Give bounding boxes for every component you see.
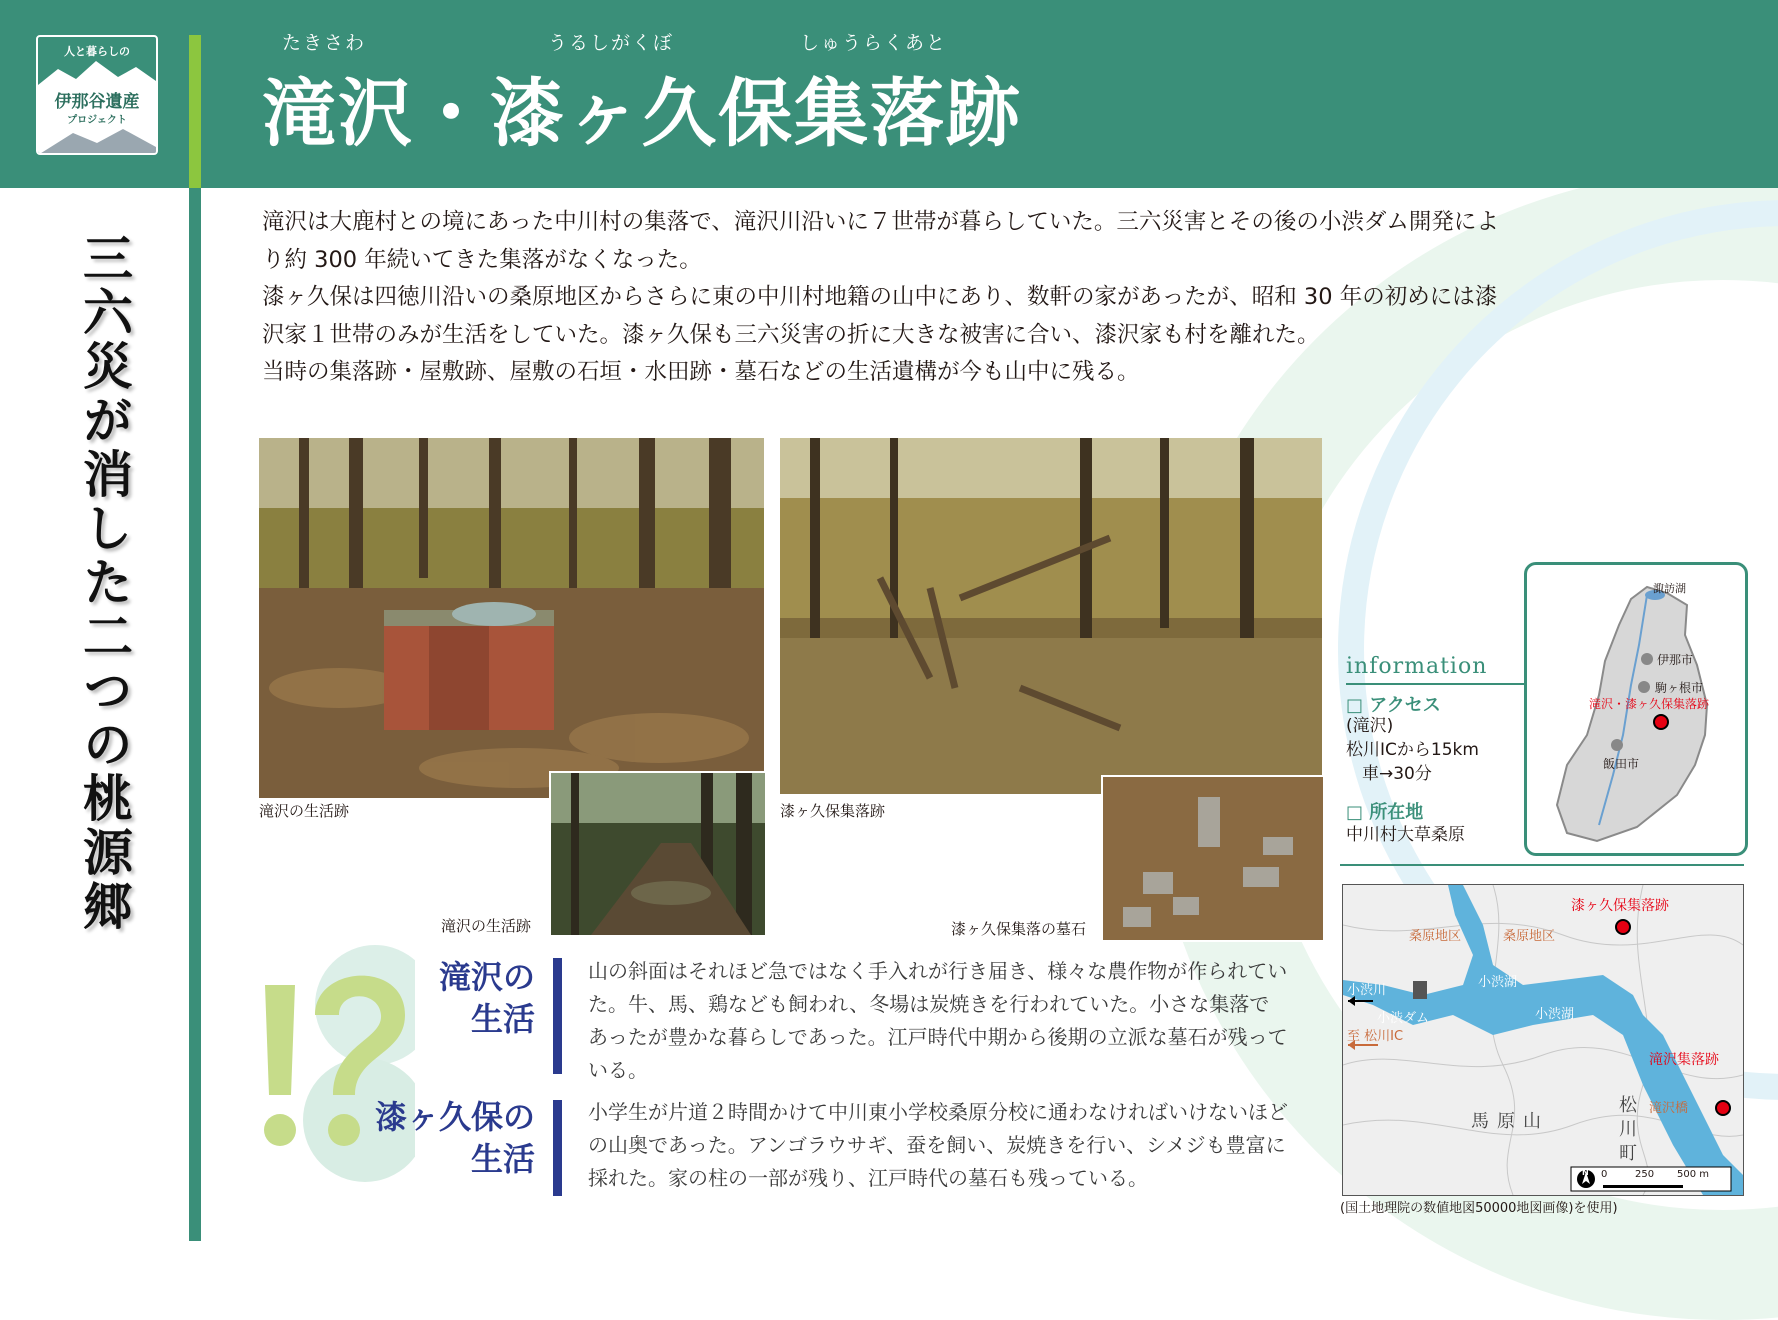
urushigakubo-life-bar: [553, 1100, 562, 1196]
title-ruby-shuurakuato: しゅうらくあと: [800, 32, 948, 54]
information-rule: [1346, 683, 1526, 685]
location-heading: □ 所在地: [1346, 802, 1424, 823]
topo-bridge: 滝沢橋: [1649, 1101, 1689, 1116]
topo-scale-500: 500 m: [1677, 1169, 1710, 1180]
urushigakubo-life-title-line1: 漆ヶ久保の: [374, 1098, 535, 1136]
caption-takisawa-2: 滝沢の生活跡: [441, 917, 532, 935]
topo-district-2: 桑原地区: [1503, 929, 1556, 944]
takisawa-life-text: 山の斜面はそれほど急ではなく手入れが行き届き、様々な農作物が作られていた。牛、馬、鶏なども飼われ、冬場は炭焼きを行われていた。小さな集落であったが豊かな暮らしであった。江戸時代中期から後期の立派な墓石が残っている。: [588, 959, 1288, 1082]
photo-urushigakubo-ruins: [780, 438, 1322, 794]
map-credit: (国土地理院の数値地図50000地図画像)を使用): [1340, 1201, 1618, 1216]
access-heading: □ アクセス: [1346, 695, 1441, 716]
intro-text: [262, 204, 1512, 392]
project-logo: [36, 35, 158, 155]
topo-mountain: 馬原山: [1471, 1111, 1549, 1132]
intro-paragraph-3: 当時の集落跡・屋敷跡、屋敷の石垣・水田跡・墓石などの生活遺構が今も山中に残る。: [262, 359, 1140, 385]
topo-district-1: 桑原地区: [1409, 929, 1462, 944]
logo-main-text: 伊那谷遺産: [54, 92, 140, 112]
takisawa-life-title-line1: 滝沢の: [438, 958, 535, 996]
header-accent-bar: [189, 35, 201, 188]
topo-scale-250: 250: [1635, 1169, 1655, 1180]
photo-takisawa-path: [549, 771, 767, 937]
area-map-city-1: 伊那市: [1657, 653, 1694, 667]
access-line-2: 松川ICから15km: [1346, 740, 1479, 760]
area-map-city-3: 飯田市: [1603, 757, 1640, 771]
area-map-lake-label: 諏訪湖: [1653, 582, 1686, 595]
takisawa-life-title: [380, 956, 535, 1040]
access-line-1: (滝沢): [1346, 716, 1394, 736]
topo-river: 小渋川: [1347, 983, 1387, 998]
map-divider: [1340, 864, 1744, 866]
topo-site-2: 滝沢集落跡: [1649, 1052, 1719, 1068]
urushigakubo-life-title-line2: 生活: [470, 1140, 535, 1178]
logo-top-text: 人と暮らしの: [64, 45, 130, 58]
topographic-map: [1342, 884, 1744, 1196]
title-ruby-takisawa: たきさわ: [282, 32, 367, 54]
logo-sub-text: プロジェクト: [67, 115, 127, 126]
area-map-city-2: 駒ヶ根市: [1655, 681, 1704, 695]
takisawa-life-bar: [553, 958, 562, 1074]
caption-urushigakubo-1: 漆ヶ久保集落跡: [780, 802, 886, 820]
topo-town: 松川町: [1616, 1095, 1637, 1167]
caption-takisawa-1: 滝沢の生活跡: [259, 802, 350, 820]
page-title: 滝沢・漆ヶ久保集落跡: [262, 71, 1022, 157]
location-text: 中川村大草桑原: [1346, 825, 1465, 845]
vertical-title: 三六災が消した二つの桃源郷: [75, 232, 133, 934]
north-arrow-icon: N: [1582, 1168, 1589, 1177]
caption-urushigakubo-2: 漆ヶ久保集落の墓石: [951, 920, 1087, 938]
urushigakubo-life-title: [330, 1096, 535, 1180]
topo-lake-1: 小渋湖: [1478, 975, 1518, 990]
photo-takisawa-ruins: [259, 438, 764, 798]
area-map: [1524, 562, 1748, 856]
topo-dam: 小渋ダム: [1377, 1011, 1430, 1026]
title-ruby-urushigakubo: うるしがくぼ: [548, 32, 675, 54]
access-line-3: 車→30分: [1362, 764, 1432, 784]
area-map-site-label: 滝沢・漆ヶ久保集落跡: [1589, 697, 1710, 711]
intro-paragraph-1: 滝沢は大鹿村との境にあった中川村の集落で、滝沢川沿いに７世帯が暮らしていた。三六災害とその後の小渋ダム開発により約 300 年続いてきた集落がなくなった。: [262, 209, 1499, 273]
topo-scale-0: 0: [1601, 1169, 1608, 1180]
urushigakubo-life-text: 小学生が片道２時間かけて中川東小学校桑原分校に通わなければいけないほどの山奥であった。アンゴラウサギ、蚕を飼い、炭焼きを行い、シメジも豊富に採れた。家の柱の一部が残り、江戸時代の墓石も残っている。: [588, 1100, 1288, 1190]
topo-to-ic: 至 松川IC: [1347, 1029, 1404, 1044]
photo-urushigakubo-graves: [1101, 775, 1325, 942]
intro-paragraph-2: 漆ヶ久保は四徳川沿いの桑原地区からさらに東の中川村地籍の山中にあり、数軒の家があったが、昭和 30 年の初めには漆沢家１世帯のみが生活をしていた。漆ヶ久保も三六災害の折に大きな被害に合い、漆沢家も村を離れた。: [262, 284, 1498, 348]
topo-site-1: 漆ヶ久保集落跡: [1571, 898, 1669, 914]
left-accent-bar: [189, 188, 201, 1241]
information-label: information: [1346, 654, 1488, 679]
takisawa-life-title-line2: 生活: [470, 1000, 535, 1038]
topo-lake-2: 小渋湖: [1535, 1007, 1575, 1022]
